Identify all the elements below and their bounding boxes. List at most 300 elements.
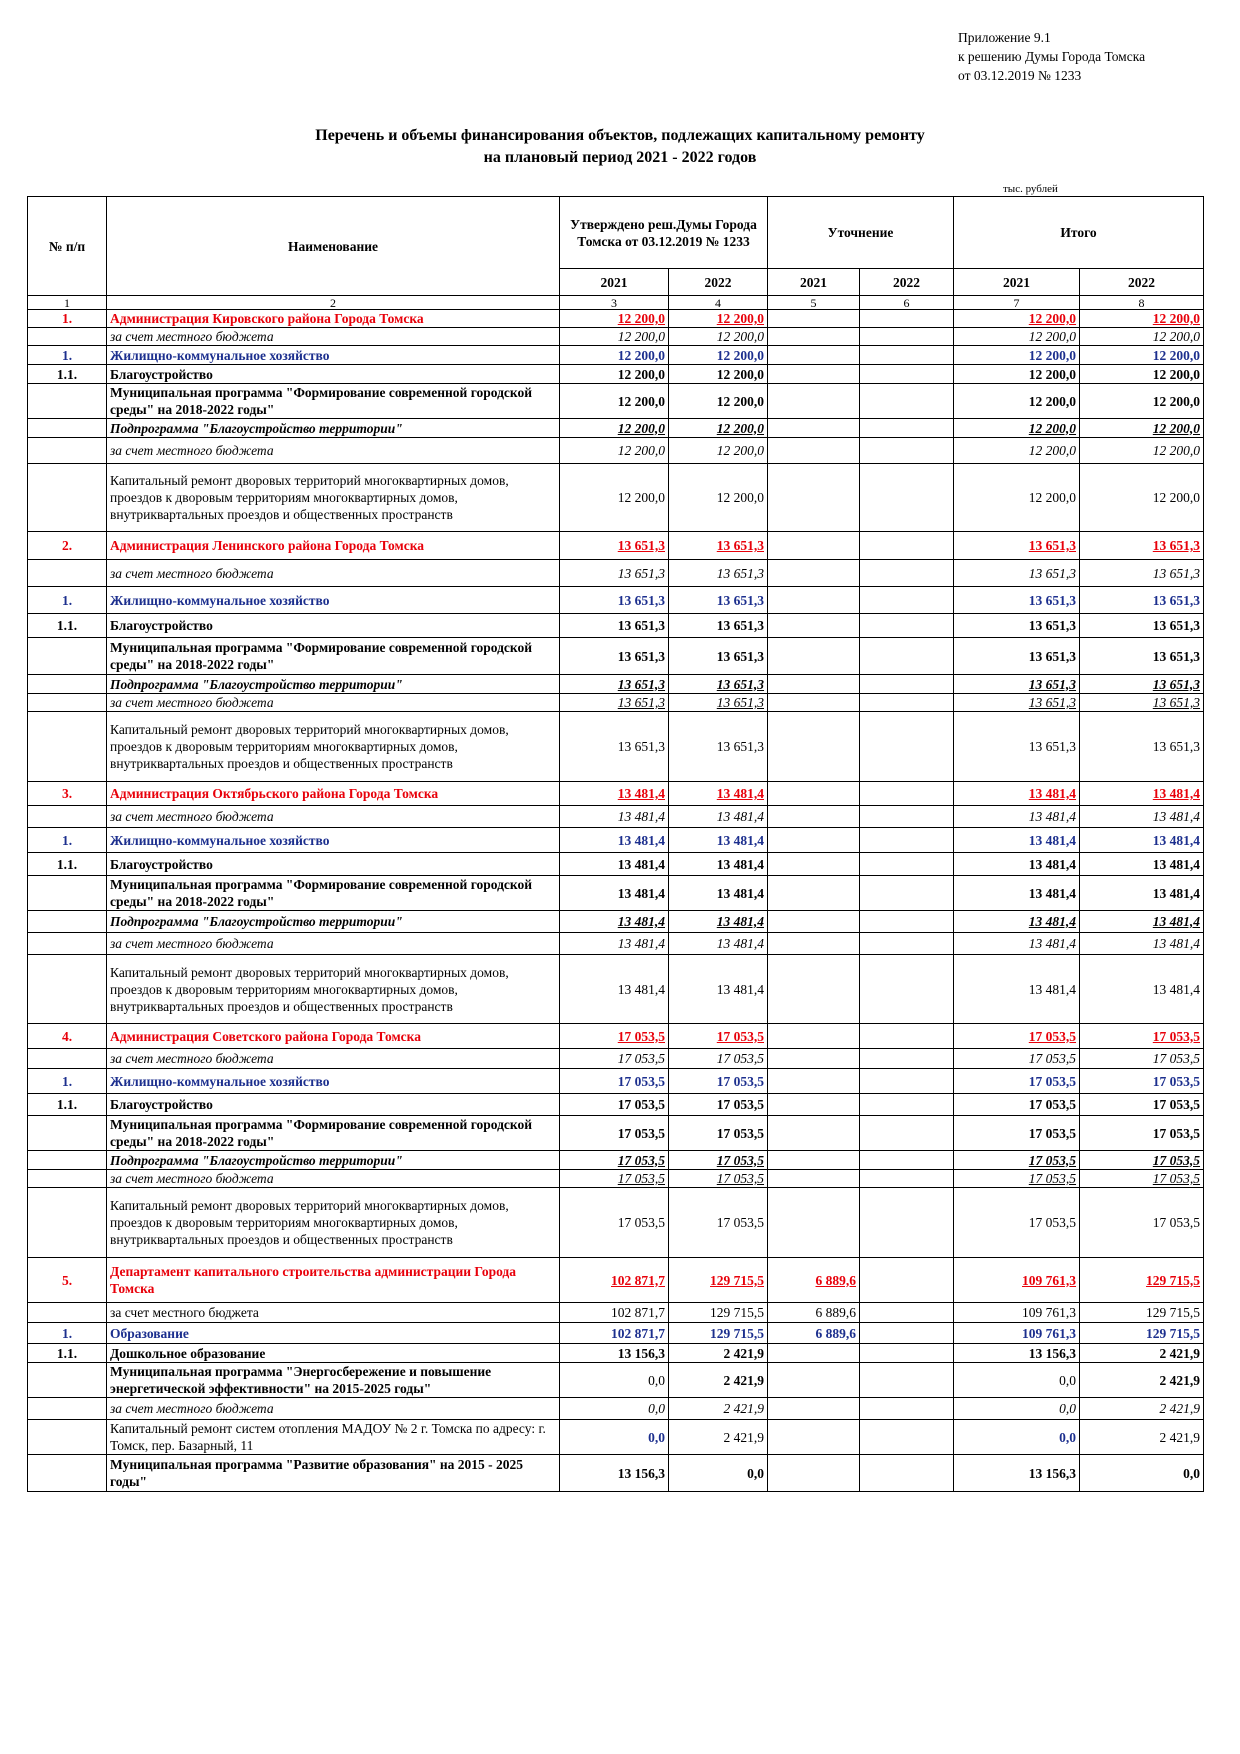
value-total-2022: 12 200,0: [1080, 365, 1204, 384]
column-number: 2: [107, 296, 560, 310]
value-total-2021: 13 651,3: [954, 614, 1080, 638]
value-total-2021: 12 200,0: [954, 419, 1080, 438]
row-name: Муниципальная программа "Формирование современной городской среды" на 2018-2022 годы": [107, 876, 560, 911]
header-clarification-2021: 2021: [768, 269, 860, 296]
row-number: [28, 911, 107, 933]
table-row: [28, 911, 1204, 933]
value-total-2022: 13 481,4: [1080, 876, 1204, 911]
value-clarification-2021: [768, 1344, 860, 1363]
value-approved-2022: 17 053,5: [669, 1069, 768, 1094]
value-approved-2022: 13 651,3: [669, 675, 768, 694]
value-total-2022: 17 053,5: [1080, 1024, 1204, 1049]
value-clarification-2021: [768, 1151, 860, 1170]
value-approved-2021: 13 481,4: [560, 933, 669, 955]
header-clarification-2022: 2022: [860, 269, 954, 296]
row-name: за счет местного бюджета: [107, 560, 560, 587]
value-total-2022: 13 651,3: [1080, 587, 1204, 614]
value-total-2022: 17 053,5: [1080, 1094, 1204, 1116]
row-name: Муниципальная программа "Формирование современной городской среды" на 2018-2022 годы": [107, 1116, 560, 1151]
value-clarification-2021: [768, 911, 860, 933]
value-total-2021: 13 651,3: [954, 694, 1080, 712]
value-total-2021: 13 651,3: [954, 675, 1080, 694]
value-approved-2022: 0,0: [669, 1455, 768, 1492]
value-total-2022: 17 053,5: [1080, 1188, 1204, 1258]
value-total-2021: 12 200,0: [954, 384, 1080, 419]
value-clarification-2021: [768, 419, 860, 438]
row-name: Дошкольное образование: [107, 1344, 560, 1363]
value-clarification-2022: [860, 1455, 954, 1492]
row-number: [28, 384, 107, 419]
table-row: [28, 419, 1204, 438]
financing-table: [27, 196, 1204, 1492]
value-total-2022: 12 200,0: [1080, 384, 1204, 419]
row-number: [28, 955, 107, 1024]
table-row: [28, 1116, 1204, 1151]
value-total-2022: 13 481,4: [1080, 955, 1204, 1024]
row-number: 5.: [28, 1258, 107, 1303]
value-total-2021: 13 651,3: [954, 638, 1080, 675]
row-number: [28, 1170, 107, 1188]
value-total-2022: 17 053,5: [1080, 1049, 1204, 1069]
row-number: 1.: [28, 346, 107, 365]
table-row: [28, 1094, 1204, 1116]
table-row: [28, 1188, 1204, 1258]
value-clarification-2022: [860, 1303, 954, 1323]
value-total-2022: 13 651,3: [1080, 560, 1204, 587]
value-total-2021: 109 761,3: [954, 1258, 1080, 1303]
row-number: [28, 638, 107, 675]
row-number: 1.1.: [28, 365, 107, 384]
value-total-2022: 129 715,5: [1080, 1258, 1204, 1303]
table-body: [28, 310, 1204, 1492]
value-approved-2021: 13 481,4: [560, 853, 669, 876]
value-clarification-2021: [768, 464, 860, 532]
table-row: [28, 675, 1204, 694]
row-number: 1.: [28, 310, 107, 328]
value-approved-2021: 12 200,0: [560, 419, 669, 438]
value-total-2022: 129 715,5: [1080, 1323, 1204, 1344]
value-clarification-2022: [860, 1344, 954, 1363]
value-approved-2022: 13 481,4: [669, 806, 768, 828]
row-name: Администрация Ленинского района Города Томска: [107, 532, 560, 560]
value-total-2022: 13 651,3: [1080, 675, 1204, 694]
value-clarification-2021: [768, 675, 860, 694]
value-approved-2022: 17 053,5: [669, 1024, 768, 1049]
value-clarification-2022: [860, 1049, 954, 1069]
row-name: Департамент капитального строительства администрации Города Томска: [107, 1258, 560, 1303]
value-total-2021: 0,0: [954, 1363, 1080, 1398]
table-row: [28, 1024, 1204, 1049]
value-total-2021: 13 481,4: [954, 876, 1080, 911]
row-name: Капитальный ремонт дворовых территорий многоквартирных домов, проездов к дворовым территориям многоквартирных домов, внутриквартальных проездов и общественных пространств: [107, 1188, 560, 1258]
row-name: Благоустройство: [107, 853, 560, 876]
value-clarification-2021: [768, 782, 860, 806]
row-name: за счет местного бюджета: [107, 1398, 560, 1420]
row-number: [28, 1455, 107, 1492]
row-number: 1.1.: [28, 1344, 107, 1363]
value-approved-2022: 13 651,3: [669, 694, 768, 712]
row-number: [28, 419, 107, 438]
table-row: [28, 933, 1204, 955]
table-row: [28, 806, 1204, 828]
row-name: Муниципальная программа "Формирование современной городской среды" на 2018-2022 годы": [107, 384, 560, 419]
header-total: Итого: [954, 197, 1204, 269]
value-total-2021: 109 761,3: [954, 1303, 1080, 1323]
column-number: 1: [28, 296, 107, 310]
value-clarification-2021: [768, 1455, 860, 1492]
value-total-2021: 13 481,4: [954, 933, 1080, 955]
units-label: тыс. рублей: [1003, 183, 1058, 195]
row-name: Благоустройство: [107, 1094, 560, 1116]
value-clarification-2021: [768, 876, 860, 911]
row-number: 1.: [28, 1069, 107, 1094]
value-approved-2021: 102 871,7: [560, 1323, 669, 1344]
table-row: [28, 1455, 1204, 1492]
table-row: [28, 876, 1204, 911]
column-number: 4: [669, 296, 768, 310]
value-approved-2022: 12 200,0: [669, 438, 768, 464]
title-line-2: на плановый период 2021 - 2022 годов: [483, 149, 757, 166]
table-row: [28, 384, 1204, 419]
value-approved-2021: 12 200,0: [560, 438, 669, 464]
value-total-2022: 13 481,4: [1080, 911, 1204, 933]
value-approved-2021: 13 651,3: [560, 638, 669, 675]
table-row: [28, 955, 1204, 1024]
row-number: [28, 876, 107, 911]
title-line-1: Перечень и объемы финансирования объектов, подлежащих капитальному ремонту: [315, 127, 925, 144]
value-clarification-2021: [768, 438, 860, 464]
value-clarification-2022: [860, 614, 954, 638]
row-name: Подпрограмма "Благоустройство территории": [107, 1151, 560, 1170]
value-clarification-2021: [768, 1094, 860, 1116]
value-clarification-2021: 6 889,6: [768, 1323, 860, 1344]
value-clarification-2021: [768, 532, 860, 560]
value-approved-2022: 13 651,3: [669, 532, 768, 560]
value-approved-2021: 13 651,3: [560, 614, 669, 638]
value-clarification-2021: [768, 328, 860, 346]
value-clarification-2021: 6 889,6: [768, 1303, 860, 1323]
table-row: [28, 853, 1204, 876]
table-row: [28, 1069, 1204, 1094]
table-row: [28, 532, 1204, 560]
value-approved-2021: 17 053,5: [560, 1116, 669, 1151]
value-total-2021: 17 053,5: [954, 1069, 1080, 1094]
value-total-2021: 13 481,4: [954, 955, 1080, 1024]
table-row: [28, 1151, 1204, 1170]
value-total-2022: 2 421,9: [1080, 1363, 1204, 1398]
value-approved-2022: 2 421,9: [669, 1363, 768, 1398]
value-clarification-2022: [860, 694, 954, 712]
row-number: [28, 560, 107, 587]
value-total-2021: 13 651,3: [954, 532, 1080, 560]
row-number: 1.: [28, 828, 107, 853]
value-clarification-2022: [860, 1258, 954, 1303]
value-total-2021: 13 651,3: [954, 560, 1080, 587]
value-approved-2021: 17 053,5: [560, 1069, 669, 1094]
value-total-2022: 13 651,3: [1080, 614, 1204, 638]
value-approved-2021: 102 871,7: [560, 1258, 669, 1303]
table-row: [28, 328, 1204, 346]
value-clarification-2022: [860, 1363, 954, 1398]
value-clarification-2022: [860, 1323, 954, 1344]
table-row: [28, 828, 1204, 853]
row-name: Капитальный ремонт дворовых территорий многоквартирных домов, проездов к дворовым территориям многоквартирных домов, внутриквартальных проездов и общественных пространств: [107, 464, 560, 532]
value-approved-2021: 0,0: [560, 1420, 669, 1455]
value-approved-2021: 13 651,3: [560, 694, 669, 712]
value-clarification-2021: [768, 614, 860, 638]
value-clarification-2021: [768, 828, 860, 853]
value-clarification-2022: [860, 1151, 954, 1170]
value-total-2022: 12 200,0: [1080, 464, 1204, 532]
value-clarification-2021: [768, 1420, 860, 1455]
value-clarification-2022: [860, 310, 954, 328]
value-total-2022: 13 651,3: [1080, 694, 1204, 712]
value-clarification-2022: [860, 712, 954, 782]
row-number: [28, 464, 107, 532]
table-row: [28, 587, 1204, 614]
row-name: Капитальный ремонт дворовых территорий многоквартирных домов, проездов к дворовым территориям многоквартирных домов, внутриквартальных проездов и общественных пространств: [107, 955, 560, 1024]
value-approved-2021: 13 651,3: [560, 560, 669, 587]
value-total-2022: 12 200,0: [1080, 346, 1204, 365]
value-clarification-2022: [860, 532, 954, 560]
value-total-2022: 2 421,9: [1080, 1398, 1204, 1420]
value-total-2021: 13 481,4: [954, 911, 1080, 933]
value-approved-2021: 102 871,7: [560, 1303, 669, 1323]
row-number: 1.1.: [28, 1094, 107, 1116]
value-approved-2021: 12 200,0: [560, 365, 669, 384]
value-approved-2021: 13 156,3: [560, 1455, 669, 1492]
table-row: [28, 638, 1204, 675]
row-number: 1.: [28, 587, 107, 614]
value-approved-2021: 17 053,5: [560, 1024, 669, 1049]
value-clarification-2022: [860, 955, 954, 1024]
row-name: Муниципальная программа "Развитие образования" на 2015 - 2025 годы": [107, 1455, 560, 1492]
row-name: Подпрограмма "Благоустройство территории": [107, 911, 560, 933]
value-approved-2022: 13 651,3: [669, 614, 768, 638]
value-clarification-2021: [768, 365, 860, 384]
value-clarification-2022: [860, 782, 954, 806]
value-clarification-2022: [860, 806, 954, 828]
value-approved-2021: 12 200,0: [560, 464, 669, 532]
value-approved-2022: 2 421,9: [669, 1398, 768, 1420]
appendix-line-2: к решению Думы Города Томска: [958, 49, 1146, 64]
table-row: [28, 310, 1204, 328]
value-total-2022: 13 651,3: [1080, 712, 1204, 782]
row-name: Администрация Кировского района Города Томска: [107, 310, 560, 328]
value-approved-2021: 13 651,3: [560, 675, 669, 694]
value-approved-2021: 13 481,4: [560, 876, 669, 911]
value-clarification-2022: [860, 419, 954, 438]
value-approved-2021: 13 481,4: [560, 955, 669, 1024]
value-clarification-2022: [860, 638, 954, 675]
row-number: [28, 1188, 107, 1258]
value-approved-2022: 129 715,5: [669, 1258, 768, 1303]
value-clarification-2022: [860, 876, 954, 911]
value-clarification-2021: [768, 1170, 860, 1188]
value-approved-2021: 13 481,4: [560, 806, 669, 828]
column-number: 5: [768, 296, 860, 310]
value-total-2022: 12 200,0: [1080, 310, 1204, 328]
value-clarification-2022: [860, 1170, 954, 1188]
value-clarification-2021: [768, 1049, 860, 1069]
row-number: [28, 1398, 107, 1420]
row-name: Благоустройство: [107, 614, 560, 638]
value-approved-2022: 17 053,5: [669, 1170, 768, 1188]
value-total-2021: 17 053,5: [954, 1094, 1080, 1116]
header-clarification: Уточнение: [768, 197, 954, 269]
value-approved-2022: 12 200,0: [669, 419, 768, 438]
value-clarification-2022: [860, 853, 954, 876]
row-name: Образование: [107, 1323, 560, 1344]
value-clarification-2021: [768, 933, 860, 955]
value-total-2022: 17 053,5: [1080, 1116, 1204, 1151]
table-row: [28, 1420, 1204, 1455]
value-total-2022: 13 481,4: [1080, 933, 1204, 955]
value-total-2022: 129 715,5: [1080, 1303, 1204, 1323]
table-row: [28, 438, 1204, 464]
value-approved-2022: 17 053,5: [669, 1049, 768, 1069]
value-clarification-2022: [860, 675, 954, 694]
value-approved-2022: 17 053,5: [669, 1094, 768, 1116]
value-clarification-2021: [768, 1363, 860, 1398]
row-name: Подпрограмма "Благоустройство территории": [107, 419, 560, 438]
row-name: Жилищно-коммунальное хозяйство: [107, 346, 560, 365]
table-row: [28, 464, 1204, 532]
row-number: 1.: [28, 1323, 107, 1344]
value-total-2021: 13 651,3: [954, 712, 1080, 782]
row-name: за счет местного бюджета: [107, 1303, 560, 1323]
row-number: [28, 1151, 107, 1170]
value-clarification-2022: [860, 1116, 954, 1151]
table-row: [28, 1170, 1204, 1188]
value-clarification-2022: [860, 828, 954, 853]
value-clarification-2022: [860, 1024, 954, 1049]
value-approved-2021: 13 481,4: [560, 782, 669, 806]
value-total-2021: 13 651,3: [954, 587, 1080, 614]
value-total-2021: 0,0: [954, 1420, 1080, 1455]
table-row: [28, 782, 1204, 806]
value-total-2021: 109 761,3: [954, 1323, 1080, 1344]
value-approved-2021: 0,0: [560, 1398, 669, 1420]
value-clarification-2021: [768, 1398, 860, 1420]
value-total-2022: 17 053,5: [1080, 1151, 1204, 1170]
row-number: [28, 1049, 107, 1069]
value-approved-2021: 12 200,0: [560, 384, 669, 419]
value-approved-2022: 129 715,5: [669, 1303, 768, 1323]
value-approved-2022: 12 200,0: [669, 464, 768, 532]
value-clarification-2021: [768, 806, 860, 828]
value-total-2021: 13 156,3: [954, 1344, 1080, 1363]
row-name: Подпрограмма "Благоустройство территории": [107, 675, 560, 694]
value-approved-2022: 2 421,9: [669, 1344, 768, 1363]
value-approved-2021: 12 200,0: [560, 328, 669, 346]
row-name: Жилищно-коммунальное хозяйство: [107, 828, 560, 853]
value-approved-2021: 17 053,5: [560, 1188, 669, 1258]
value-approved-2022: 13 651,3: [669, 712, 768, 782]
value-clarification-2021: [768, 560, 860, 587]
value-approved-2022: 13 481,4: [669, 876, 768, 911]
table-row: [28, 346, 1204, 365]
value-approved-2022: 13 651,3: [669, 560, 768, 587]
value-approved-2022: 12 200,0: [669, 310, 768, 328]
row-number: [28, 438, 107, 464]
row-number: [28, 933, 107, 955]
value-clarification-2022: [860, 1398, 954, 1420]
row-number: 1.1.: [28, 853, 107, 876]
value-approved-2021: 17 053,5: [560, 1151, 669, 1170]
value-clarification-2022: [860, 933, 954, 955]
value-total-2022: 13 481,4: [1080, 806, 1204, 828]
column-number: 6: [860, 296, 954, 310]
value-total-2021: 0,0: [954, 1398, 1080, 1420]
value-total-2022: 12 200,0: [1080, 328, 1204, 346]
value-clarification-2021: [768, 1116, 860, 1151]
value-approved-2022: 13 481,4: [669, 911, 768, 933]
value-clarification-2021: [768, 1069, 860, 1094]
row-number: [28, 1303, 107, 1323]
value-approved-2022: 13 481,4: [669, 955, 768, 1024]
value-clarification-2021: [768, 310, 860, 328]
value-approved-2021: 13 651,3: [560, 587, 669, 614]
header-num: № п/п: [28, 197, 107, 296]
value-clarification-2021: [768, 955, 860, 1024]
table-row: [28, 1398, 1204, 1420]
value-clarification-2022: [860, 587, 954, 614]
value-approved-2022: 2 421,9: [669, 1420, 768, 1455]
column-number: 3: [560, 296, 669, 310]
row-name: за счет местного бюджета: [107, 1170, 560, 1188]
appendix-line-3: от 03.12.2019 № 1233: [958, 68, 1082, 83]
table-row: [28, 694, 1204, 712]
value-total-2021: 17 053,5: [954, 1116, 1080, 1151]
header-approved-2021: 2021: [560, 269, 669, 296]
value-approved-2021: 13 481,4: [560, 828, 669, 853]
table-row: [28, 1303, 1204, 1323]
row-name: Жилищно-коммунальное хозяйство: [107, 1069, 560, 1094]
value-clarification-2022: [860, 464, 954, 532]
value-total-2022: 12 200,0: [1080, 438, 1204, 464]
header-total-2022: 2022: [1080, 269, 1204, 296]
value-total-2022: 17 053,5: [1080, 1069, 1204, 1094]
table-row: [28, 365, 1204, 384]
value-total-2022: 13 481,4: [1080, 828, 1204, 853]
row-name: Благоустройство: [107, 365, 560, 384]
row-name: за счет местного бюджета: [107, 328, 560, 346]
value-approved-2021: 13 156,3: [560, 1344, 669, 1363]
value-total-2021: 12 200,0: [954, 346, 1080, 365]
value-total-2021: 17 053,5: [954, 1188, 1080, 1258]
value-approved-2021: 13 481,4: [560, 911, 669, 933]
value-clarification-2022: [860, 1094, 954, 1116]
table-row: [28, 712, 1204, 782]
table-row: [28, 1363, 1204, 1398]
value-clarification-2022: [860, 384, 954, 419]
value-approved-2022: 17 053,5: [669, 1116, 768, 1151]
value-approved-2022: 13 651,3: [669, 587, 768, 614]
value-approved-2022: 13 481,4: [669, 782, 768, 806]
row-number: [28, 675, 107, 694]
row-name: Капитальный ремонт систем отопления МАДОУ № 2 г. Томска по адресу: г. Томск, пер. Базарный, 11: [107, 1420, 560, 1455]
value-approved-2022: 13 481,4: [669, 933, 768, 955]
row-number: [28, 328, 107, 346]
value-total-2022: 17 053,5: [1080, 1170, 1204, 1188]
row-number: [28, 712, 107, 782]
value-total-2021: 13 481,4: [954, 828, 1080, 853]
value-clarification-2022: [860, 346, 954, 365]
header-name: Наименование: [107, 197, 560, 296]
row-name: Жилищно-коммунальное хозяйство: [107, 587, 560, 614]
value-approved-2021: 12 200,0: [560, 346, 669, 365]
